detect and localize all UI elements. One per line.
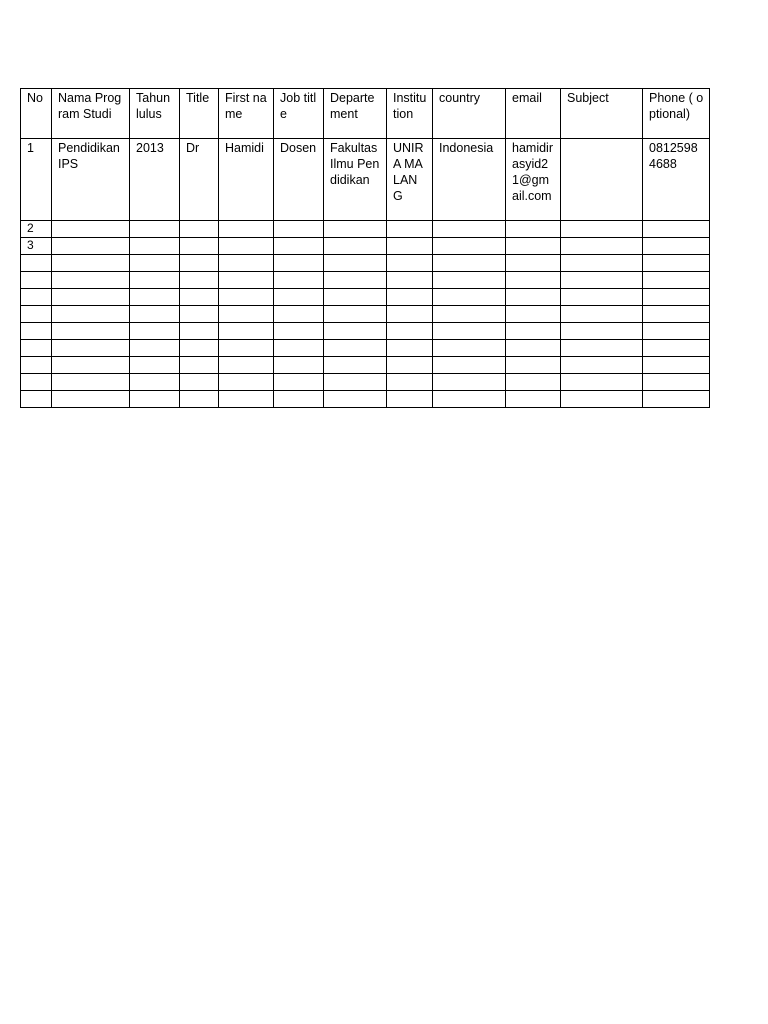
empty-cell (52, 357, 130, 374)
empty-cell (274, 374, 324, 391)
table-row (21, 391, 710, 408)
empty-cell (324, 357, 387, 374)
table-row (21, 272, 710, 289)
header-job-title: Job title (274, 89, 324, 139)
empty-cell (561, 289, 643, 306)
cell-no (21, 272, 52, 289)
empty-cell (324, 391, 387, 408)
empty-cell (130, 306, 180, 323)
empty-cell (506, 391, 561, 408)
empty-cell (643, 255, 710, 272)
empty-cell (130, 357, 180, 374)
empty-cell (274, 289, 324, 306)
table-row (21, 357, 710, 374)
empty-cell (219, 238, 274, 255)
empty-cell (506, 255, 561, 272)
header-institution: Institution (387, 89, 433, 139)
empty-cell (180, 323, 219, 340)
empty-cell (433, 391, 506, 408)
empty-cell (274, 357, 324, 374)
empty-cell (274, 306, 324, 323)
empty-cell (387, 238, 433, 255)
empty-cell (506, 306, 561, 323)
empty-cell (274, 255, 324, 272)
empty-cell (506, 238, 561, 255)
empty-cell (130, 340, 180, 357)
cell-institution: UNIRA MALANG (387, 139, 433, 221)
empty-cell (324, 238, 387, 255)
table-row (21, 374, 710, 391)
empty-cell (561, 374, 643, 391)
cell-country: Indonesia (433, 139, 506, 221)
cell-no: 1 (21, 139, 52, 221)
empty-cell (219, 255, 274, 272)
empty-cell (52, 221, 130, 238)
table-row (21, 238, 710, 255)
empty-cell (274, 221, 324, 238)
header-phone: Phone ( optional) (643, 89, 710, 139)
header-subject: Subject (561, 89, 643, 139)
empty-cell (506, 374, 561, 391)
empty-cell (387, 323, 433, 340)
header-first-name: First name (219, 89, 274, 139)
empty-cell (274, 323, 324, 340)
header-program: Nama Program Studi (52, 89, 130, 139)
empty-cell (324, 374, 387, 391)
empty-cell (433, 306, 506, 323)
empty-cell (643, 238, 710, 255)
empty-cell (387, 289, 433, 306)
empty-cell (274, 340, 324, 357)
empty-cell (433, 357, 506, 374)
cell-program: Pendidikan IPS (52, 139, 130, 221)
cell-first-name: Hamidi (219, 139, 274, 221)
cell-no (21, 255, 52, 272)
header-year: Tahun lulus (130, 89, 180, 139)
empty-cell (219, 323, 274, 340)
empty-cell (219, 221, 274, 238)
empty-cell (274, 272, 324, 289)
empty-cell (274, 391, 324, 408)
empty-cell (387, 221, 433, 238)
cell-no (21, 391, 52, 408)
header-department: Departement (324, 89, 387, 139)
empty-cell (180, 306, 219, 323)
empty-cell (130, 238, 180, 255)
cell-no (21, 357, 52, 374)
empty-cell (180, 238, 219, 255)
header-title: Title (180, 89, 219, 139)
empty-cell (561, 340, 643, 357)
empty-cell (561, 357, 643, 374)
empty-cell (130, 289, 180, 306)
cell-department: Fakultas Ilmu Pendidikan (324, 139, 387, 221)
empty-cell (219, 272, 274, 289)
empty-cell (324, 255, 387, 272)
empty-cell (130, 255, 180, 272)
empty-cell (324, 323, 387, 340)
empty-cell (219, 374, 274, 391)
empty-cell (274, 238, 324, 255)
cell-title: Dr (180, 139, 219, 221)
empty-cell (433, 340, 506, 357)
graduate-data-table (20, 88, 710, 408)
table-row (21, 139, 710, 221)
empty-cell (387, 340, 433, 357)
empty-cell (506, 357, 561, 374)
empty-cell (52, 374, 130, 391)
empty-cell (643, 221, 710, 238)
empty-cell (387, 391, 433, 408)
empty-cell (643, 391, 710, 408)
empty-cell (561, 238, 643, 255)
header-no: No (21, 89, 52, 139)
empty-cell (643, 306, 710, 323)
empty-cell (180, 391, 219, 408)
empty-cell (561, 306, 643, 323)
cell-no: 3 (21, 238, 52, 255)
empty-cell (324, 272, 387, 289)
empty-cell (506, 221, 561, 238)
empty-cell (180, 340, 219, 357)
table-row (21, 289, 710, 306)
empty-cell (433, 374, 506, 391)
header-country: country (433, 89, 506, 139)
empty-cell (387, 306, 433, 323)
empty-cell (561, 323, 643, 340)
empty-cell (387, 272, 433, 289)
empty-cell (433, 238, 506, 255)
empty-cell (506, 323, 561, 340)
empty-rows (21, 221, 710, 408)
empty-cell (52, 306, 130, 323)
empty-cell (433, 323, 506, 340)
empty-cell (387, 357, 433, 374)
empty-cell (433, 289, 506, 306)
empty-cell (643, 357, 710, 374)
empty-cell (180, 357, 219, 374)
empty-cell (561, 221, 643, 238)
cell-subject (561, 139, 643, 221)
empty-cell (130, 323, 180, 340)
empty-cell (324, 340, 387, 357)
empty-cell (52, 238, 130, 255)
empty-cell (643, 272, 710, 289)
empty-cell (130, 221, 180, 238)
table-row (21, 221, 710, 238)
cell-no (21, 289, 52, 306)
cell-email: hamidirasyid21@gmail.com (506, 139, 561, 221)
cell-job-title: Dosen (274, 139, 324, 221)
cell-no (21, 340, 52, 357)
empty-cell (180, 221, 219, 238)
cell-no (21, 374, 52, 391)
empty-cell (643, 289, 710, 306)
empty-cell (643, 323, 710, 340)
header-row (21, 89, 710, 139)
empty-cell (219, 306, 274, 323)
empty-cell (561, 255, 643, 272)
empty-cell (52, 323, 130, 340)
table-row (21, 340, 710, 357)
empty-cell (130, 272, 180, 289)
empty-cell (324, 289, 387, 306)
empty-cell (180, 374, 219, 391)
empty-cell (506, 272, 561, 289)
table-row (21, 306, 710, 323)
empty-cell (643, 374, 710, 391)
empty-cell (506, 289, 561, 306)
empty-cell (52, 340, 130, 357)
empty-cell (643, 340, 710, 357)
empty-cell (219, 391, 274, 408)
empty-cell (433, 255, 506, 272)
empty-cell (433, 221, 506, 238)
empty-cell (387, 374, 433, 391)
empty-cell (130, 374, 180, 391)
header-email: email (506, 89, 561, 139)
cell-year: 2013 (130, 139, 180, 221)
empty-cell (561, 391, 643, 408)
cell-no (21, 323, 52, 340)
empty-cell (52, 272, 130, 289)
empty-cell (324, 306, 387, 323)
empty-cell (52, 255, 130, 272)
empty-cell (180, 272, 219, 289)
empty-cell (387, 255, 433, 272)
empty-cell (219, 289, 274, 306)
empty-cell (219, 340, 274, 357)
table-row (21, 323, 710, 340)
table-row (21, 255, 710, 272)
empty-cell (324, 221, 387, 238)
empty-cell (130, 391, 180, 408)
cell-phone: 08125984688 (643, 139, 710, 221)
cell-no: 2 (21, 221, 52, 238)
empty-cell (52, 391, 130, 408)
empty-cell (180, 289, 219, 306)
empty-cell (506, 340, 561, 357)
empty-cell (561, 272, 643, 289)
empty-cell (180, 255, 219, 272)
empty-cell (219, 357, 274, 374)
empty-cell (433, 272, 506, 289)
cell-no (21, 306, 52, 323)
empty-cell (52, 289, 130, 306)
